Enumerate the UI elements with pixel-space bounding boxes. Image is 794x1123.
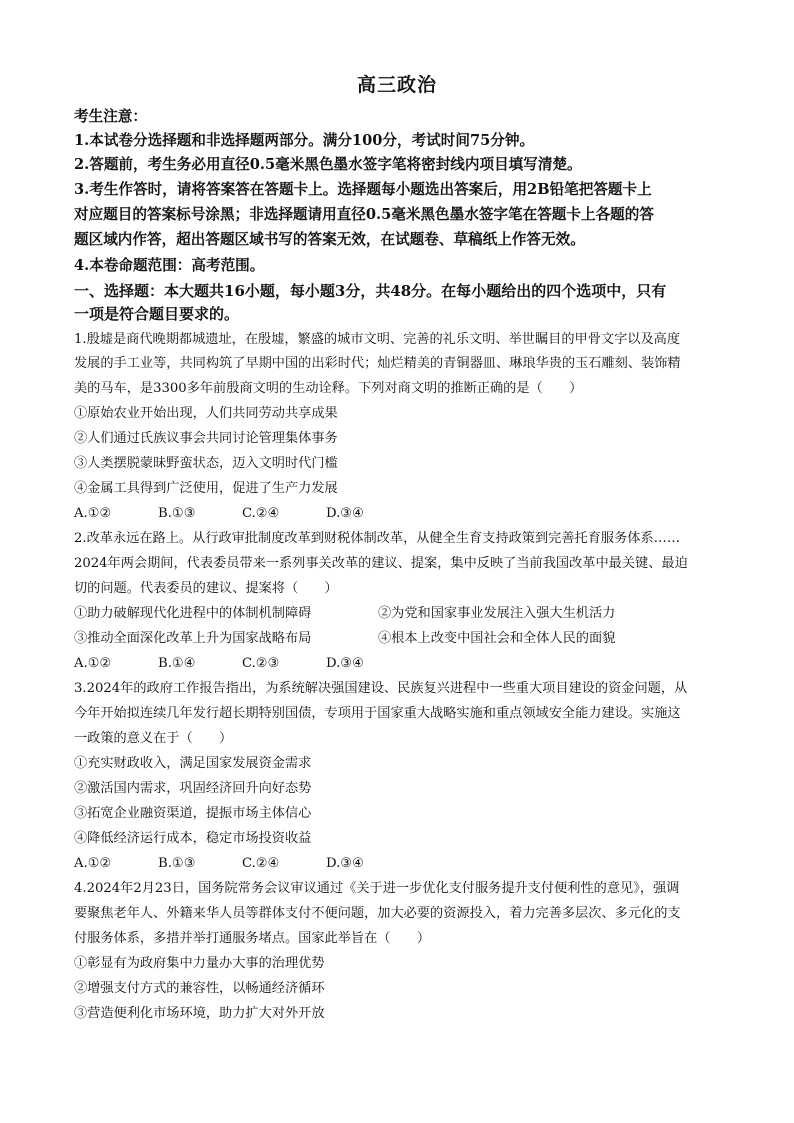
question-4-statement: ②增强支付方式的兼容性，以畅通经济循环 [74,981,325,996]
section-heading-cont: 一项是符合题目要求的。 [74,305,240,323]
question-2-stem: 2024年两会期间，代表委员带来一系列事关改革的建议、提案，集中反映了当前我国改革中最关键、最迫 [74,556,688,571]
question-3-stem: 3.2024年的政府工作报告指出，为系统解决强国建设、民族复兴进程中一些重大项目建设的资金问题，从 [74,681,688,696]
question-2-statements-row [74,629,615,649]
question-2-stem: 2.改革永远在路上。从行政审批制度改革到财税体制改革，从健全生育支持政策到完善托育服务体系…… [74,531,681,546]
question-3-stem: 今年开始拟连续几年发行超长期特别国债，专项用于国家重大战略实施和重点领域安全能力建设。实施这 [74,706,681,721]
question-1-statement: ②人们通过氏族议事会共同讨论管理集体事务 [74,431,338,446]
question-2-options [74,654,410,674]
question-2-statement: ①助力破解现代化进程中的体制机制障碍 [74,606,312,621]
notice-item: 题区域内作答，超出答题区域书写的答案无效，在试题卷、草稿纸上作答无效。 [74,231,585,248]
notice-item: 3.考生作答时，请将答案答在答题卡上。选择题每小题选出答案后，用2B铅笔把答题卡上 [74,181,652,198]
question-2-statement: ③推动全面深化改革上升为国家战略布局 [74,631,312,646]
option-d[interactable]: D.③④ [326,856,364,871]
section-heading: 一、选择题：本大题共16小题，每小题3分，共48分。在每小题给出的四个选项中，只有 [74,282,667,300]
question-2-stem: 切的问题。代表委员的建议、提案将（ ） [74,581,338,596]
option-a[interactable]: A.①② [74,506,112,521]
option-a[interactable]: A.①② [74,656,112,671]
question-1-statement: ①原始农业开始出现，人们共同劳动共享成果 [74,406,338,421]
question-4-stem: 付服务体系，多措并举打通服务堵点。国家此举旨在（ ） [74,931,431,946]
option-a[interactable]: A.①② [74,856,112,871]
question-1-statement: ④金属工具得到广泛使用，促进了生产力发展 [74,481,338,496]
question-3-options [74,854,410,874]
question-3-statement: ②激活国内需求，巩固经济回升向好态势 [74,781,312,796]
question-3-statement: ③拓宽企业融资渠道，提振市场主体信心 [74,806,312,821]
question-4-stem: 4.2024年2月23日，国务院常务会议审议通过《关于进一步优化支付服务提升支付便利性的意见》，强调 [74,881,680,896]
option-d[interactable]: D.③④ [326,506,364,521]
question-1-stem: 1.殷墟是商代晚期都城遗址，在殷墟，繁盛的城市文明、完善的礼乐文明、举世瞩目的甲骨文字以及高度 [74,332,681,347]
question-4-statement: ③营造便利化市场环境，助力扩大对外开放 [74,1006,325,1021]
question-1-stem: 发展的手工业等，共同构筑了早期中国的出彩时代；灿烂精美的青铜器皿、琳琅华贵的玉石雕刻、装饰精 [74,356,681,371]
question-1-statement: ③人类摆脱蒙昧野蛮状态，迈入文明时代门槛 [74,456,338,471]
question-2-statements-row [74,604,615,624]
option-c[interactable]: C.②③ [242,656,280,671]
question-3-statement: ④降低经济运行成本，稳定市场投资收益 [74,831,312,846]
notice-item: 2.答题前，考生务必用直径0.5毫米黑色墨水签字笔将密封线内项目填写清楚。 [74,156,582,173]
question-2-statement: ②为党和国家事业发展注入强大生机活力 [378,606,616,621]
question-1-stem: 美的马车，是3300多年前殷商文明的生动诠释。下列对商文明的推断正确的是（ ） [74,381,583,396]
question-4-stem: 要聚焦老年人、外籍来华人员等群体支付不便问题，加大必要的资源投入，着力完善多层次、多元化的支 [74,906,681,921]
question-4-statement: ①彰显有为政府集中力量办大事的治理优势 [74,956,325,971]
question-3-statement: ①充实财政收入，满足国家发展资金需求 [74,756,312,771]
notice-item: 4.本卷命题范围：高考范围。 [74,257,265,274]
question-1-options [74,504,410,524]
option-b[interactable]: B.①③ [158,856,196,871]
notice-item: 1.本试卷分选择题和非选择题两部分。满分100分，考试时间75分钟。 [74,132,535,149]
option-b[interactable]: B.①③ [158,506,196,521]
notice-heading: 考生注意： [74,108,147,125]
option-b[interactable]: B.①④ [158,656,196,671]
option-c[interactable]: C.②④ [242,506,280,521]
notice-item: 对应题目的答案标号涂黑；非选择题请用直径0.5毫米黑色墨水签字笔在答题卡上各题的答 [74,206,654,223]
option-d[interactable]: D.③④ [326,656,364,671]
question-2-statement: ④根本上改变中国社会和全体人民的面貌 [378,631,616,646]
page-title: 高三政治 [356,74,437,96]
question-3-stem: 一政策的意义在于（ ） [74,731,233,746]
option-c[interactable]: C.②④ [242,856,280,871]
